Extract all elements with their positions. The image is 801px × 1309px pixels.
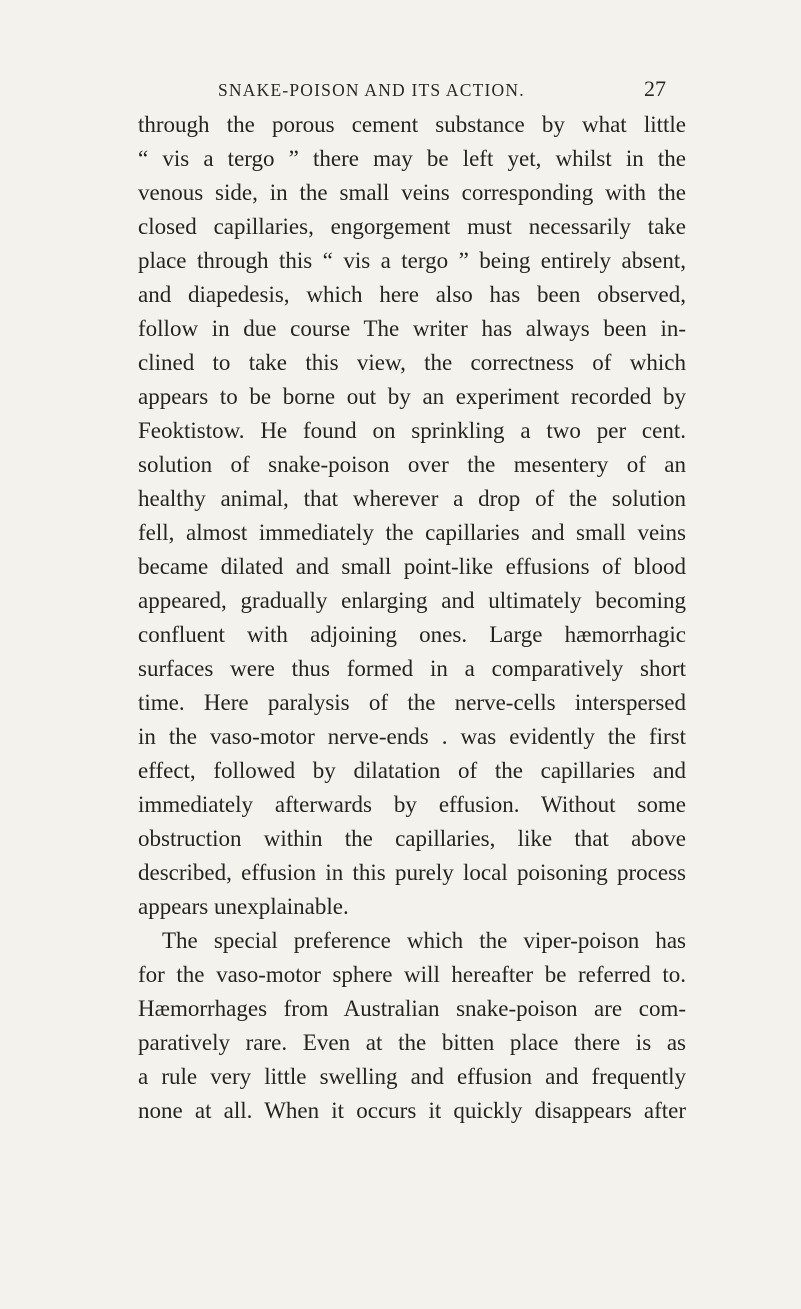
running-head: SNAKE-POISON AND ITS ACTION. bbox=[218, 80, 525, 100]
page-number: 27 bbox=[644, 76, 666, 101]
text-line: The special preference which the viper-poison has bbox=[162, 928, 686, 953]
text-line: immediately afterwards by effusion. Without some bbox=[138, 792, 686, 817]
text-line: healthy animal, that wherever a drop of the solution bbox=[138, 486, 686, 511]
text-line: “ vis a tergo ” there may be left yet, whilst in the bbox=[138, 146, 686, 171]
text-line: Hæmorrhages from Australian snake-poison are com- bbox=[138, 996, 686, 1021]
text-line: Feoktistow. He found on sprinkling a two per cent. bbox=[138, 418, 686, 443]
text-line: venous side, in the small veins corresponding with the bbox=[138, 180, 686, 205]
text-line: solution of snake-poison over the mesentery of an bbox=[138, 452, 686, 477]
text-line: clined to take this view, the correctness of which bbox=[138, 350, 686, 375]
text-line: time. Here paralysis of the nerve-cells interspersed bbox=[138, 690, 686, 715]
text-line: and diapedesis, which here also has been observed, bbox=[138, 282, 686, 307]
text-line: effect, followed by dilatation of the capillaries and bbox=[138, 758, 686, 783]
text-line: surfaces were thus formed in a comparatively short bbox=[138, 656, 686, 681]
text-line: place through this “ vis a tergo ” being entirely absent, bbox=[138, 248, 686, 273]
text-line: a rule very little swelling and effusion and frequently bbox=[138, 1064, 686, 1089]
text-line: in the vaso-motor nerve-ends . was evidently the first bbox=[138, 724, 686, 749]
text-line: appears to be borne out by an experiment recorded by bbox=[138, 384, 686, 409]
text-line: described, effusion in this purely local poisoning process bbox=[138, 860, 686, 885]
text-line: paratively rare. Even at the bitten place there is as bbox=[138, 1030, 686, 1055]
text-line: follow in due course The writer has always been in- bbox=[138, 316, 686, 341]
text-line: fell, almost immediately the capillaries and small veins bbox=[138, 520, 686, 545]
text-line: none at all. When it occurs it quickly disappears after bbox=[138, 1098, 686, 1123]
text-line: appeared, gradually enlarging and ultimately becoming bbox=[138, 588, 686, 613]
text-line: appears unexplainable. bbox=[138, 894, 349, 919]
text-line: became dilated and small point-like effusions of blood bbox=[138, 554, 686, 579]
text-line: confluent with adjoining ones. Large hæmorrhagic bbox=[138, 622, 686, 647]
text-line: for the vaso-motor sphere will hereafter be referred to. bbox=[138, 962, 686, 987]
text-line: closed capillaries, engorgement must necessarily take bbox=[138, 214, 686, 239]
text-line: obstruction within the capillaries, like that above bbox=[138, 826, 686, 851]
text-line: through the porous cement substance by what little bbox=[138, 112, 686, 137]
